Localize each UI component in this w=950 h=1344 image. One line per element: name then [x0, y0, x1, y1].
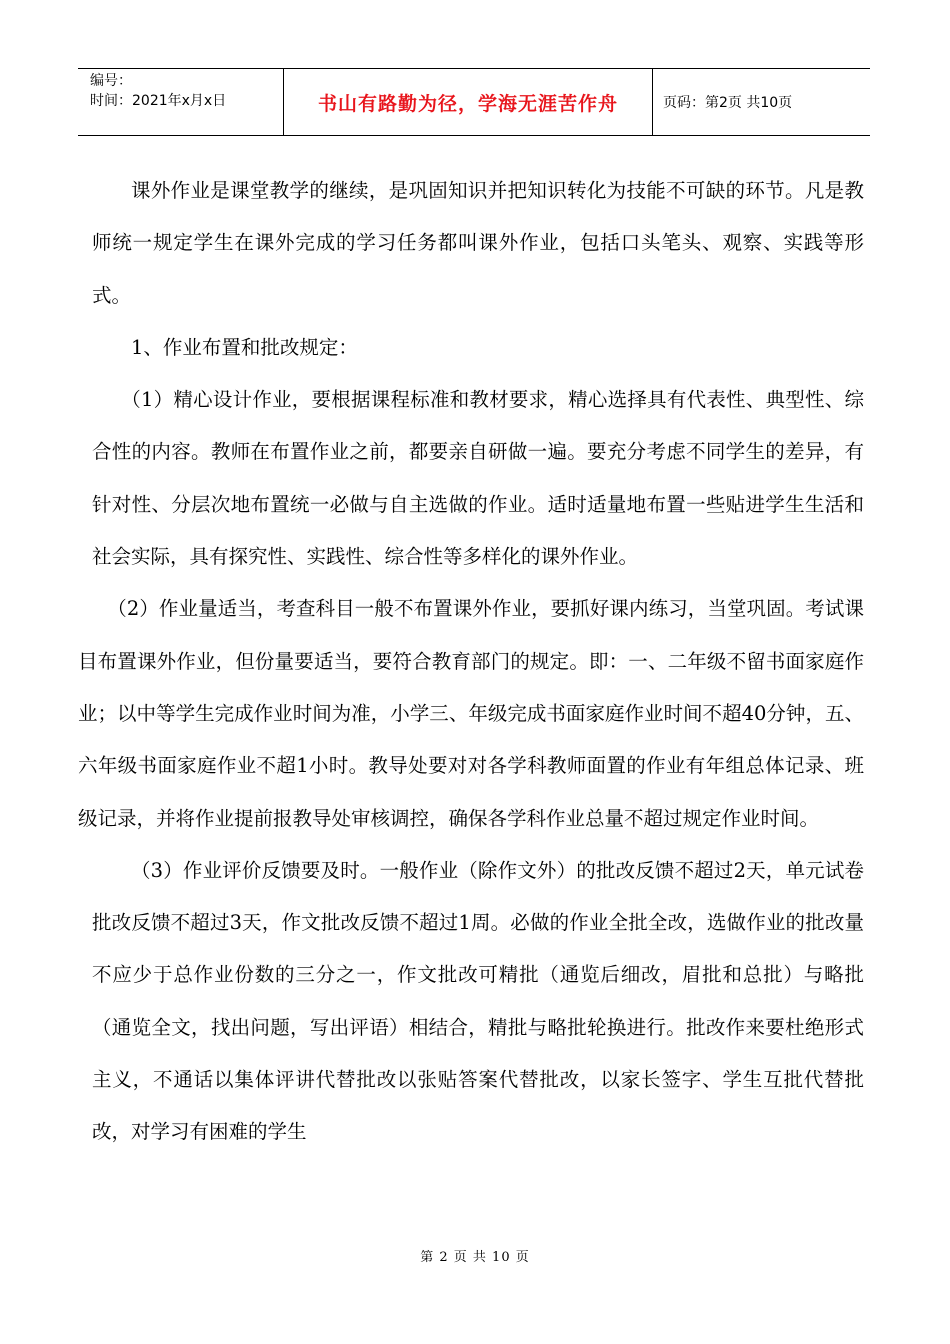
header-meta [78, 69, 283, 135]
page-code-text: 页码：第2页 共10页 [663, 95, 793, 111]
header-page-code [653, 69, 870, 135]
time-label: 时间：2021年x月x日 [90, 93, 227, 109]
paragraph-item-3: （3）作业评价反馈要及时。一般作业（除作文外）的批改反馈不超过2天，单元试卷批改反馈不超过3天，作文批改反馈不超过1周。必做的作业全批全改，选做作业的批改量不应少于总作业份数的三分之一，作文批改可精批（通览后细改，眉批和总批）与略批（通览全文，找出问题，写出评语）相结合，精批与略批轮换进行。批改作来要杜绝形式主义，不通话以集体评讲代替批改以张贴答案代替批改，以家长签字、学生互批代替批改，对学习有困难的学生 [92, 858, 864, 1144]
paragraph-item-2: （2）作业量适当，考查科目一般不布置课外作业，要抓好课内练习，当堂巩固。考试课目布置课外作业，但份量要适当，要符合教育部门的规定。即：一、二年级不留书面家庭作业；以中等学生完成作业时间为准，小学三、年级完成书面家庭作业时间不超40分钟，五、六年级书面家庭作业不超1小时。教导处要对对各学科教师面置的作业有年组总体记录、班级记录，并将作业提前报教导处审核调控，确保各学科作业总量不超过规定作业时间。 [78, 597, 864, 830]
paragraph-intro: 课外作业是课堂教学的继续，是巩固知识并把知识转化为技能不可缺的环节。凡是教师统一规定学生在课外完成的学习任务都叫课外作业，包括口头笔头、观察、实践等形式。 [92, 179, 864, 307]
number-label: 编号： [90, 73, 132, 89]
paragraph-item-1: （1）精心设计作业，要根据课程标准和教材要求，精心选择具有代表性、典型性、综合性的内容。教师在布置作业之前，都要亲自研做一遍。要充分考虑不同学生的差异，有针对性、分层次地布置统一必做与自主选做的作业。适时适量地布置一些贴进学生生活和社会实际，具有探究性、实践性、综合性等多样化的课外作业。 [92, 388, 864, 569]
document-body [78, 165, 864, 1159]
section-heading: 1、作业布置和批改规定： [131, 335, 358, 359]
page-footer: 第 2 页 共 10 页 [420, 1250, 530, 1265]
motto-text: 书山有路勤为径，学海无涯苦作舟 [317, 92, 618, 115]
document-header [78, 68, 870, 136]
header-motto-cell [283, 69, 653, 135]
